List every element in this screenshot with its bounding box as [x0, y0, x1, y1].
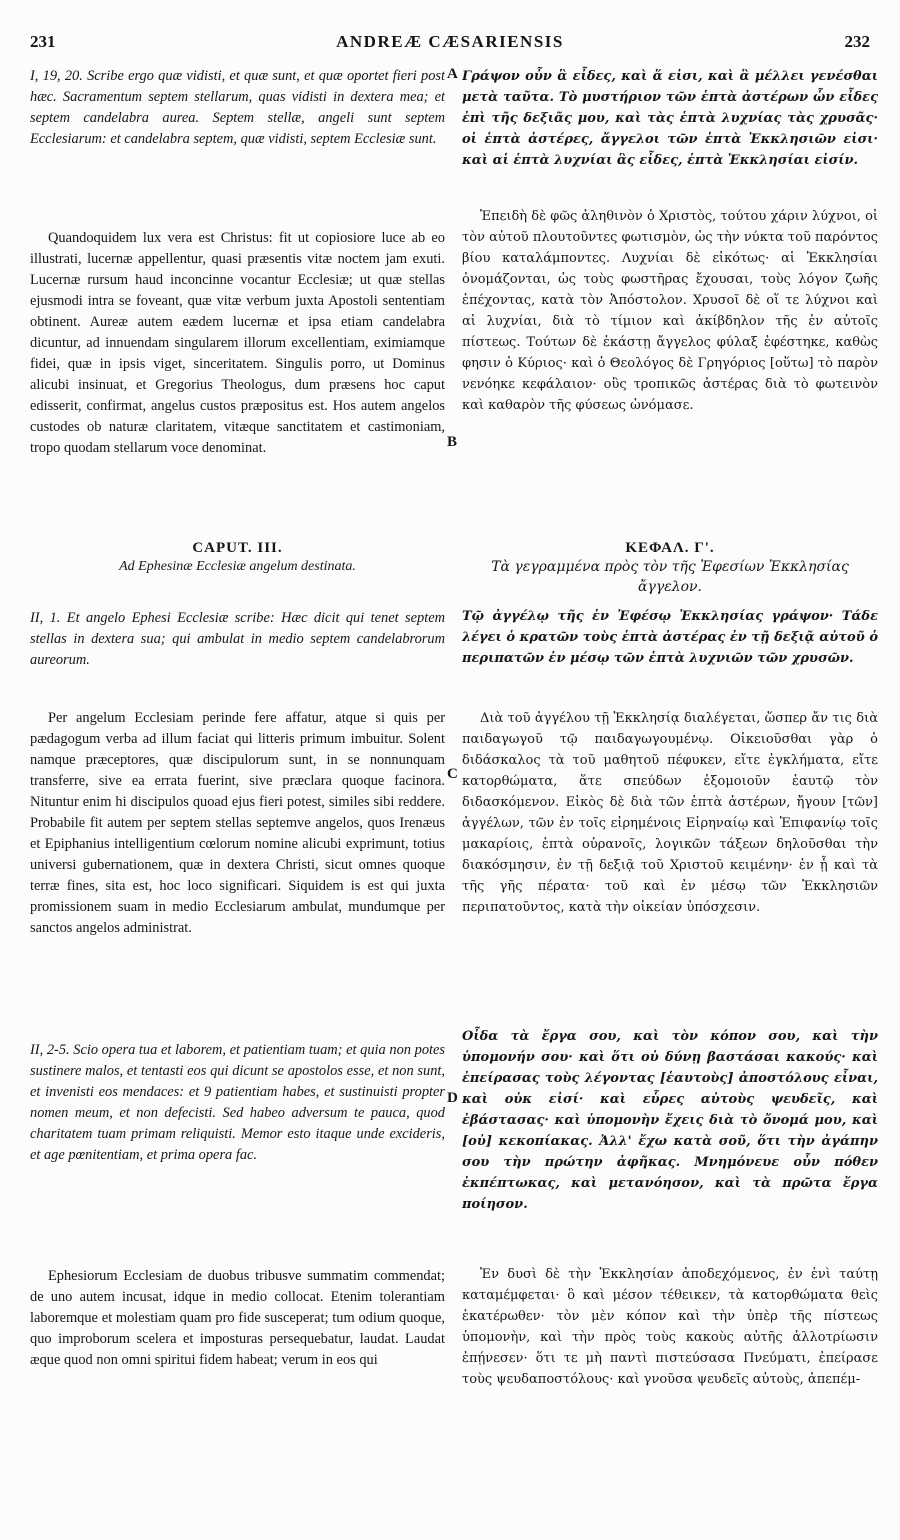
kefal-subtitle: Τὰ γεγραμμένα πρὸς τὸν τῆς Ἐφεσίων Ἐκκλησίας ἄγγελον.	[491, 559, 849, 595]
running-title: ANDREÆ CÆSARIENSIS	[336, 32, 564, 51]
greek-lemma-3: Οἶδα τὰ ἔργα σου, καὶ τὸν κόπον σου, καὶ τὴν ὑπομονήν σου· καὶ ὅτι οὐ δύνῃ βαστάσαι κακούς· καὶ ἐπείρασας τοὺς λέγοντας [ἑαυτοὺς] ἀποστόλους εἶναι, καὶ οὐκ εἰσί· καὶ εὗρες αὐτοὺς ψευδεῖς, καὶ ἐβάστασας· καὶ ὑπομονὴν ἔχεις διὰ τὸ ὄνομά μου, καὶ [οὐ] κεκοπίακας. Ἀλλ' ἔχω κατὰ σοῦ, ὅτι τὴν ἀγάπην σου τὴν πρώτην ἀφῆκας. Μνημόνευε οὖν πόθεν ἐκπέπτωκας, καὶ μετανόησον, καὶ τὰ πρῶτα ἔργα ποίησον.	[462, 1029, 878, 1212]
margin-marker-a: A	[447, 66, 458, 82]
kefal-heading	[462, 540, 878, 600]
margin-marker-d: D	[447, 1090, 458, 1106]
greek-commentary-3: Ἐν δυσὶ δὲ τὴν Ἐκκλησίαν ἀποδεχόμενος, ἐν ἑνὶ ταύτῃ καταμέμφεται· ὃ καὶ μέσον τέθεικεν, τὰ κατορθώματα θεὶς ἑκατέρωθεν· τὸν μὲν κόπον καὶ τὴν ὑπὲρ τῆς πίστεως ὑπομονὴν, καὶ τὴν πρὸς τοὺς κακοὺς αὐτῆς ἀλλοτρίωσιν ἐπῄνεσεν· ὅτι τε μὴ παντὶ πιστεύσασα Πνεύματι, ἐπείρασε τοὺς ψευδαποστόλους· καὶ γνοῦσα ψευδεῖς αὐτοὺς, ἀπεπέμ-	[462, 1267, 878, 1387]
greek-commentary-2: Διὰ τοῦ ἀγγέλου τῇ Ἐκκλησίᾳ διαλέγεται, ὥσπερ ἄν τις διὰ παιδαγωγοῦ τῷ παιδαγωγουμένῳ. Οἰκειοῦσθαι γὰρ ὁ διδάσκαλος τὰ τοῦ μαθητοῦ πέφυκεν, εἴτε ἐγκλήματα, εἴτε κατορθώματα, ἅτε σπεύδων ἐξομοιοῦν ἑαυτῷ τὸν διδασκόμενον. Εἰκὸς δὲ διὰ τῶν ἑπτὰ ἀστέρων, ἤγουν [τῶν] ἀγγέλων, τῶν ἐν τοῖς εἰρημένοις Εἰρηναίῳ καὶ Ἐπιφανίῳ τοῖς μακαρίοις, ἑπτὰ οὐρανοῖς, λογικῶν τάξεων δηλοῦσθαι τὴν διακόσμησιν, ἐν τῇ δεξιᾷ τοῦ Χριστοῦ κειμένην· ἐν ᾗ καὶ τὰ τῆς γῆς πέρατα· τοῦ καὶ ἐν μέσῳ τῶν Ἐκκλησιῶν περιπατοῦντος, κατὰ τὴν οἰκείαν ὑπόσχεσιν.	[462, 711, 878, 915]
greek-lemma-1: Γράψον οὖν ἃ εἶδες, καὶ ἅ εἰσι, καὶ ἃ μέλλει γενέσθαι μετὰ ταῦτα. Τὸ μυστήριον τῶν ἑπτὰ ἀστέρων ὧν εἶδες ἐπὶ τῆς δεξιᾶς μου, καὶ τὰς ἑπτὰ λυχνίας τὰς χρυσᾶς· οἱ ἑπτὰ ἀστέρες, ἄγγελοι τῶν ἑπτὰ Ἐκκλησιῶν εἰσι· καὶ αἱ ἑπτὰ λυχνίαι ἃς εἶδες, ἑπτὰ Ἐκκλησίαι εἰσίν.	[462, 69, 878, 168]
right-page-number: 232	[844, 32, 870, 51]
greek-lemma-2: Τῷ ἀγγέλῳ τῆς ἐν Ἐφέσῳ Ἐκκλησίας γράψον· Τάδε λέγει ὁ κρατῶν τοὺς ἑπτὰ ἀστέρας ἐν τῇ δεξιᾷ αὐτοῦ ὁ περιπατῶν ἐν μέσῳ τῶν ἑπτὰ λυχνιῶν τῶν χρυσῶν.	[462, 609, 878, 666]
latin-lemma-1: I, 19, 20. Scribe ergo quæ vidisti, et quæ sunt, et quæ oportet fieri post hæc. Sacramentum septem stellarum, quas vidisti in dextera mea; et septem candelabra aurea. Septem stellæ, angeli sunt septem Ecclesiarum: et candelabra septem, quæ vidisti, septem Ecclesiæ sunt.	[30, 68, 445, 147]
latin-lemma-2: II, 1. Et angelo Ephesi Ecclesiæ scribe: Hæc dicit qui tenet septem stellas in dextera sua; qui ambulat in medio septem candelabrorum aureorum.	[30, 610, 445, 668]
left-page-number: 231	[30, 32, 56, 51]
margin-marker-c: C	[447, 766, 458, 782]
caput-subtitle: Ad Ephesinæ Ecclesiæ angelum destinata.	[119, 559, 356, 574]
latin-commentary-3: Ephesiorum Ecclesiam de duobus tribusve summatim commendat; de uno autem incusat, idque in medio collocat. Etenim tolerantiam laboremque et molestiam quam pro fide susceperat; tum odium quoque, quo improborum scelera et imposturas persequebatur, laudat. Laudat æque quod non omni spiritui fidem habeat; verum in eos qui	[30, 1268, 445, 1368]
latin-lemma-3: II, 2-5. Scio opera tua et laborem, et patientiam tuam; et quia non potes sustinere malos, et tentasti eos qui dicunt se apostolos esse, et non sunt, et invenisti eos mendaces: et 9 patientiam habes, et sustinuisti propter nomen meum, et non defecisti. Sed habeo adversum te pauca, quod charitatem tuam primam reliquisti. Memor esto itaque unde excideris, et age pœnitentiam, et prima opera fac.	[30, 1042, 445, 1163]
margin-marker-b: B	[447, 434, 458, 450]
latin-commentary-2: Per angelum Ecclesiam perinde fere affatur, atque si quis per pædagogum verba ad illum faciat qui litteris primum imbuitur. Solent namque præceptores, quæ discipulorum sunt, in se nonnunquam transferre, sive ea errata fuerint, sive præclara quoque facinora. Nituntur enim hi discipulos quoad ejus fieri potest, similes sibi reddere. Probabile fit autem per septem stellas septemve angelos, quos Irenæus et Epiphanius intelligentium cœlorum nomine alicubi exprimunt, totius universi gubernationem, quæ in dextera Christi, sicut omnes quoque terræ fines, sita est, hoc loco significari. Siquidem is est qui juxta promissionem suam in medio Ecclesiarum ambulat, mundumque per sanctos angelos administrat.	[30, 710, 445, 936]
kefal-title: ΚΕΦΑΛ. Γ'.	[625, 540, 715, 556]
caput-heading	[30, 540, 445, 596]
running-header	[30, 32, 870, 58]
latin-commentary-1: Quandoquidem lux vera est Christus: fit ut copiosiore luce ab eo illustrati, lucernæ appellentur, quasi præsentis vitæ noctem jam exuti. Lucernæ rursum haud inconcinne vocantur Ecclesiæ; ut quæ stellas ejusmodi intra se foveant, quæ vitæ verbum juxta Apostoli sententiam obtinent. Aureæ autem eædem lucernæ et ipsa etiam candelabra dicuntur, ad innuendam singularem illorum excellentiam, eximiamque fidei, quæ in ipsis viget, sinceritatem. Singulis porro, ut Dominus alicubi insinuat, et Gregorius Theologus, dum præsens hoc caput edisserit, confirmat, angelus custos præpositus est. Hos autem angelos custodes ob naturæ claritatem, vitæque sanctitatem et castimoniam, tropo quodam stellarum voce denominat.	[30, 230, 445, 456]
greek-commentary-1: Ἐπειδὴ δὲ φῶς ἀληθινὸν ὁ Χριστὸς, τούτου χάριν λύχνοι, οἱ τὸν αὐτοῦ πλουτοῦντες φωτισμὸν, ὡς τὴν νύκτα τοῦ παρόντος βίου καταλάμποντες. Λυχνίαι δὲ εἰκότως· αἱ Ἐκκλησίαι ὀνομάζονται, ὡς τοὺς φωστῆρας ἔχουσαι, τοὺς λόγον ζωῆς ἐπέχοντας, κατὰ τὸν Ἀπόστολον. Χρυσοῖ δὲ οἵ τε λύχνοι καὶ αἱ λυχνίαι, διὰ τὸ τίμιον καὶ ἀκίβδηλον τῆς ἐν αὐτοῖς πίστεως. Τούτων δὲ ἑκάστῃ ἄγγελος φύλαξ ἐφέστηκε, καθὼς φησιν ὁ Κύριος· καὶ ὁ Θεολόγος δὲ Γρηγόριος [οὕτω] τὸ παρὸν νενόηκε κεφάλαιον· οὓς τροπικῶς ἀστέρας διὰ τὸ φωτεινὸν καὶ καθαρὸν τῆς φύσεως ὠνόμασε.	[462, 209, 878, 413]
caput-title: CAPUT. III.	[192, 540, 283, 556]
